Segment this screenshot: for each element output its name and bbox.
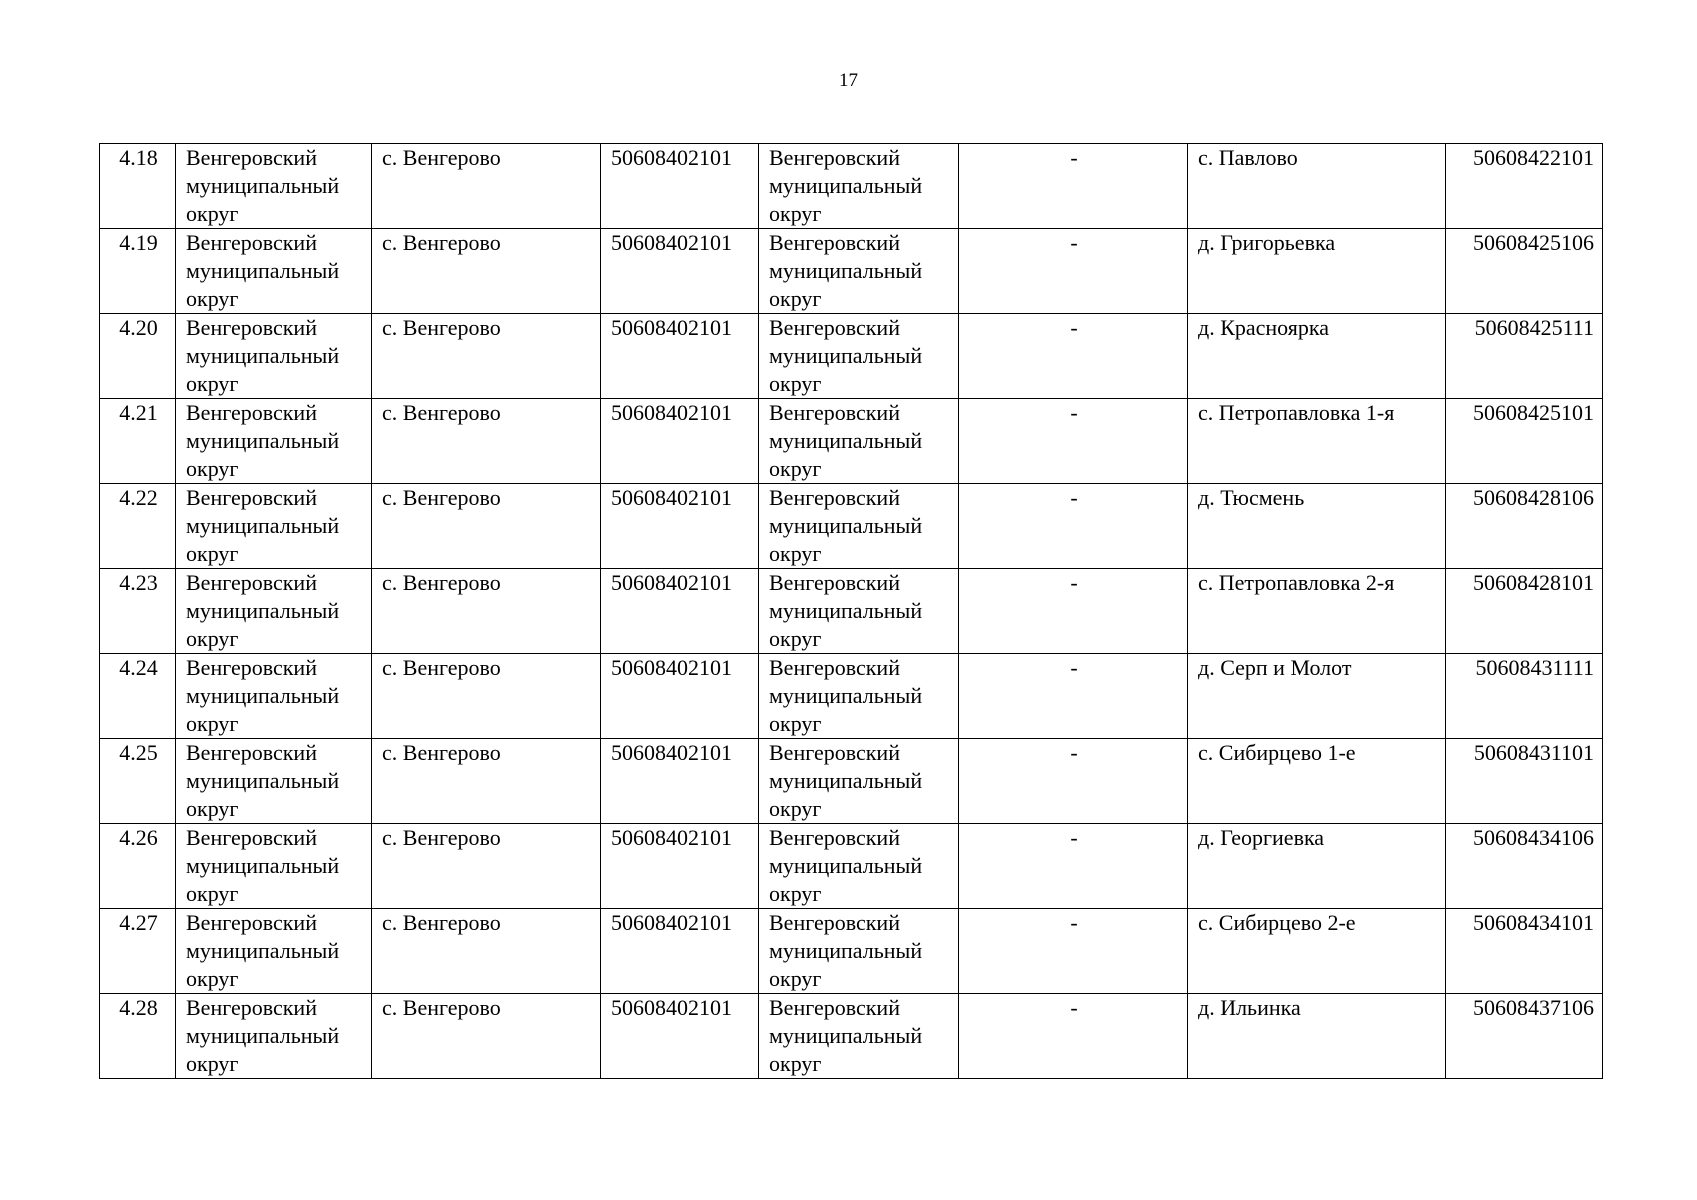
settlement-code-cell: 50608434101 bbox=[1446, 909, 1603, 994]
row-number-cell: 4.25 bbox=[100, 739, 176, 824]
settlement-cell: с. Сибирцево 1-е bbox=[1188, 739, 1446, 824]
dash-cell: - bbox=[959, 229, 1188, 314]
admin-center-cell: с. Венгерово bbox=[372, 229, 601, 314]
admin-center-code-cell: 50608402101 bbox=[601, 739, 759, 824]
admin-center-cell: с. Венгерово bbox=[372, 314, 601, 399]
settlement-code-cell: 50608422101 bbox=[1446, 144, 1603, 229]
settlement-district-cell: Венгеровский муниципальный округ bbox=[759, 909, 959, 994]
settlement-code-cell: 50608425101 bbox=[1446, 399, 1603, 484]
district-cell: Венгеровский муниципальный округ bbox=[176, 399, 372, 484]
page-number: 17 bbox=[839, 70, 858, 91]
settlement-code-cell: 50608431101 bbox=[1446, 739, 1603, 824]
settlement-district-cell: Венгеровский муниципальный округ bbox=[759, 229, 959, 314]
settlement-cell: с. Петропавловка 1-я bbox=[1188, 399, 1446, 484]
row-number-cell: 4.21 bbox=[100, 399, 176, 484]
admin-center-cell: с. Венгерово bbox=[372, 824, 601, 909]
row-number-cell: 4.18 bbox=[100, 144, 176, 229]
settlement-cell: д. Красноярка bbox=[1188, 314, 1446, 399]
table-row bbox=[100, 739, 1603, 824]
district-cell: Венгеровский муниципальный округ bbox=[176, 654, 372, 739]
admin-center-code-cell: 50608402101 bbox=[601, 654, 759, 739]
admin-center-code-cell: 50608402101 bbox=[601, 994, 759, 1079]
district-cell: Венгеровский муниципальный округ bbox=[176, 229, 372, 314]
admin-center-code-cell: 50608402101 bbox=[601, 824, 759, 909]
settlement-cell: д. Серп и Молот bbox=[1188, 654, 1446, 739]
row-number-cell: 4.23 bbox=[100, 569, 176, 654]
table-row bbox=[100, 229, 1603, 314]
dash-cell: - bbox=[959, 909, 1188, 994]
settlement-code-cell: 50608425106 bbox=[1446, 229, 1603, 314]
table-row bbox=[100, 654, 1603, 739]
settlement-district-cell: Венгеровский муниципальный округ bbox=[759, 654, 959, 739]
dash-cell: - bbox=[959, 569, 1188, 654]
settlement-district-cell: Венгеровский муниципальный округ bbox=[759, 569, 959, 654]
row-number-cell: 4.19 bbox=[100, 229, 176, 314]
dash-cell: - bbox=[959, 399, 1188, 484]
admin-center-cell: с. Венгерово bbox=[372, 569, 601, 654]
settlement-district-cell: Венгеровский муниципальный округ bbox=[759, 824, 959, 909]
settlement-cell: д. Георгиевка bbox=[1188, 824, 1446, 909]
table-row bbox=[100, 399, 1603, 484]
settlement-code-cell: 50608431111 bbox=[1446, 654, 1603, 739]
district-cell: Венгеровский муниципальный округ bbox=[176, 824, 372, 909]
settlement-cell: д. Григорьевка bbox=[1188, 229, 1446, 314]
dash-cell: - bbox=[959, 994, 1188, 1079]
district-cell: Венгеровский муниципальный округ bbox=[176, 739, 372, 824]
table-row bbox=[100, 994, 1603, 1079]
settlement-district-cell: Венгеровский муниципальный округ bbox=[759, 144, 959, 229]
admin-center-code-cell: 50608402101 bbox=[601, 484, 759, 569]
row-number-cell: 4.27 bbox=[100, 909, 176, 994]
district-cell: Венгеровский муниципальный округ bbox=[176, 484, 372, 569]
settlement-district-cell: Венгеровский муниципальный округ bbox=[759, 314, 959, 399]
admin-center-code-cell: 50608402101 bbox=[601, 569, 759, 654]
settlement-district-cell: Венгеровский муниципальный округ bbox=[759, 399, 959, 484]
district-cell: Венгеровский муниципальный округ bbox=[176, 144, 372, 229]
settlement-code-cell: 50608428106 bbox=[1446, 484, 1603, 569]
table-row bbox=[100, 824, 1603, 909]
admin-center-cell: с. Венгерово bbox=[372, 399, 601, 484]
table-row bbox=[100, 314, 1603, 399]
settlement-cell: д. Ильинка bbox=[1188, 994, 1446, 1079]
admin-center-code-cell: 50608402101 bbox=[601, 314, 759, 399]
settlements-table bbox=[99, 143, 1603, 1079]
settlement-cell: с. Сибирцево 2-е bbox=[1188, 909, 1446, 994]
admin-center-cell: с. Венгерово bbox=[372, 484, 601, 569]
admin-center-code-cell: 50608402101 bbox=[601, 399, 759, 484]
settlement-district-cell: Венгеровский муниципальный округ bbox=[759, 739, 959, 824]
dash-cell: - bbox=[959, 144, 1188, 229]
district-cell: Венгеровский муниципальный округ bbox=[176, 994, 372, 1079]
admin-center-cell: с. Венгерово bbox=[372, 739, 601, 824]
table-body bbox=[100, 144, 1603, 1079]
table-row bbox=[100, 909, 1603, 994]
row-number-cell: 4.22 bbox=[100, 484, 176, 569]
admin-center-cell: с. Венгерово bbox=[372, 994, 601, 1079]
admin-center-cell: с. Венгерово bbox=[372, 654, 601, 739]
admin-center-code-cell: 50608402101 bbox=[601, 144, 759, 229]
settlement-cell: д. Тюсмень bbox=[1188, 484, 1446, 569]
admin-center-cell: с. Венгерово bbox=[372, 909, 601, 994]
dash-cell: - bbox=[959, 314, 1188, 399]
table-row bbox=[100, 569, 1603, 654]
settlement-district-cell: Венгеровский муниципальный округ bbox=[759, 484, 959, 569]
dash-cell: - bbox=[959, 824, 1188, 909]
table-row bbox=[100, 144, 1603, 229]
district-cell: Венгеровский муниципальный округ bbox=[176, 569, 372, 654]
row-number-cell: 4.20 bbox=[100, 314, 176, 399]
admin-center-code-cell: 50608402101 bbox=[601, 229, 759, 314]
table-row bbox=[100, 484, 1603, 569]
settlement-code-cell: 50608437106 bbox=[1446, 994, 1603, 1079]
settlement-code-cell: 50608428101 bbox=[1446, 569, 1603, 654]
row-number-cell: 4.28 bbox=[100, 994, 176, 1079]
admin-center-cell: с. Венгерово bbox=[372, 144, 601, 229]
district-cell: Венгеровский муниципальный округ bbox=[176, 314, 372, 399]
district-cell: Венгеровский муниципальный округ bbox=[176, 909, 372, 994]
settlement-code-cell: 50608434106 bbox=[1446, 824, 1603, 909]
dash-cell: - bbox=[959, 654, 1188, 739]
settlement-district-cell: Венгеровский муниципальный округ bbox=[759, 994, 959, 1079]
dash-cell: - bbox=[959, 739, 1188, 824]
row-number-cell: 4.24 bbox=[100, 654, 176, 739]
settlement-cell: с. Петропавловка 2-я bbox=[1188, 569, 1446, 654]
settlement-code-cell: 50608425111 bbox=[1446, 314, 1603, 399]
settlement-cell: с. Павлово bbox=[1188, 144, 1446, 229]
dash-cell: - bbox=[959, 484, 1188, 569]
admin-center-code-cell: 50608402101 bbox=[601, 909, 759, 994]
row-number-cell: 4.26 bbox=[100, 824, 176, 909]
